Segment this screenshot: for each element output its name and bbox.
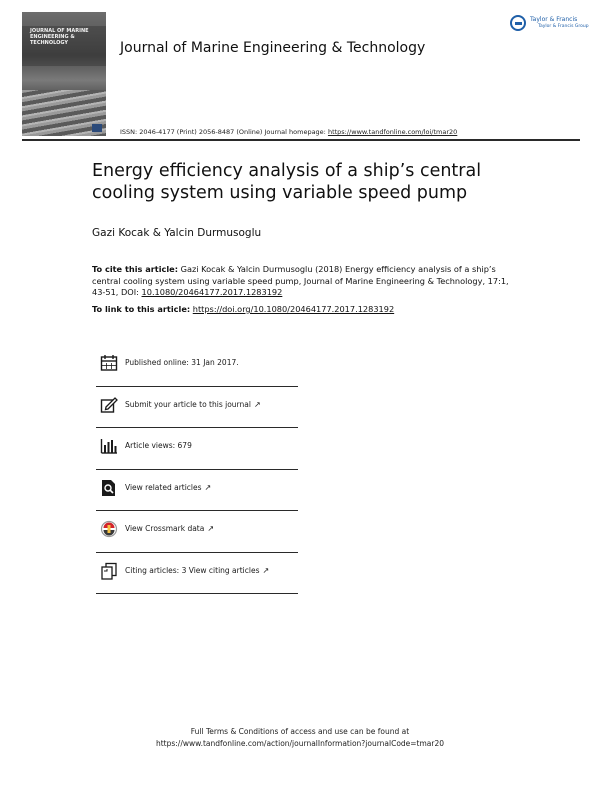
article-doi-url[interactable]: https://doi.org/10.1080/20464177.2017.1283192 <box>192 304 395 314</box>
calendar-icon <box>100 354 118 372</box>
issn-text: ISSN: 2046-4177 (Print) 2056-8487 (Online) Journal homepage: <box>120 128 326 136</box>
info-row-label-wrap <box>125 566 269 575</box>
crossmark-icon <box>100 520 118 538</box>
info-row-label: Submit your article to this journal <box>125 399 251 409</box>
citation-label: To cite this article: <box>92 264 178 274</box>
footer-terms-link[interactable]: https://www.tandfonline.com/action/journalInformation?journalCode=tmar20 <box>155 739 445 748</box>
info-row-submit[interactable] <box>96 387 298 429</box>
citing-articles-icon <box>100 562 118 580</box>
article-info-list <box>96 345 298 594</box>
cover-title-text: JOURNAL OF MARINE ENGINEERING & TECHNOLOGY <box>30 28 89 46</box>
citation-doi-link[interactable]: 10.1080/20464177.2017.1283192 <box>141 287 283 297</box>
external-link-icon: ↗ <box>262 565 270 575</box>
info-row-label-wrap <box>125 400 261 409</box>
publisher-logo-name: Taylor & Francis <box>530 16 578 23</box>
citation-block <box>92 264 522 299</box>
info-row-label: View Crossmark data <box>125 524 205 533</box>
journal-title: Journal of Marine Engineering & Technology <box>120 40 426 56</box>
publisher-logo[interactable] <box>510 14 589 38</box>
edit-icon <box>100 396 118 414</box>
info-row-label-wrap <box>125 524 214 533</box>
terms-footer <box>0 726 600 750</box>
publisher-logo-group: Taylor & Francis Group <box>538 24 589 29</box>
article-link-line <box>92 304 394 314</box>
citation-text: Gazi Kocak & Yalcin Durmusoglu (2018) Energy efficiency analysis of a ship’s central cooling system using variable speed pump, Journal of Marine Engineering & Technology, 17:1, 43-51, DOI: <box>92 264 509 297</box>
article-title: Energy efficiency analysis of a ship’s central cooling system using variable speed pump <box>92 161 482 203</box>
journal-cover-image <box>22 12 106 136</box>
article-link-label: To link to this article: <box>92 304 191 314</box>
info-row-label-wrap <box>125 483 211 492</box>
info-row-crossmark[interactable] <box>96 511 298 553</box>
info-row-related[interactable] <box>96 470 298 512</box>
cover-badge <box>92 124 102 132</box>
info-row-label: Article views: 679 <box>125 441 192 450</box>
info-row-label: Citing articles: 3 View citing articles <box>125 565 260 575</box>
external-link-icon: ↗ <box>204 482 212 492</box>
issn-line <box>120 128 457 136</box>
info-row-published <box>96 345 298 387</box>
journal-homepage-link[interactable]: https://www.tandfonline.com/loi/tmar20 <box>327 128 458 136</box>
search-document-icon <box>100 479 118 497</box>
info-row-label: Published online: 31 Jan 2017. <box>125 358 239 367</box>
external-link-icon: ↗ <box>207 524 215 533</box>
footer-terms-text: Full Terms & Conditions of access and use can be found at <box>190 727 410 736</box>
publisher-logo-icon <box>510 15 526 31</box>
info-row-views <box>96 428 298 470</box>
article-authors: Gazi Kocak & Yalcin Durmusoglu <box>92 227 262 239</box>
info-row-citing[interactable] <box>96 553 298 595</box>
bar-chart-icon <box>100 437 118 455</box>
external-link-icon: ↗ <box>253 399 261 409</box>
info-row-label: View related articles <box>125 482 202 492</box>
header-divider <box>22 139 580 141</box>
